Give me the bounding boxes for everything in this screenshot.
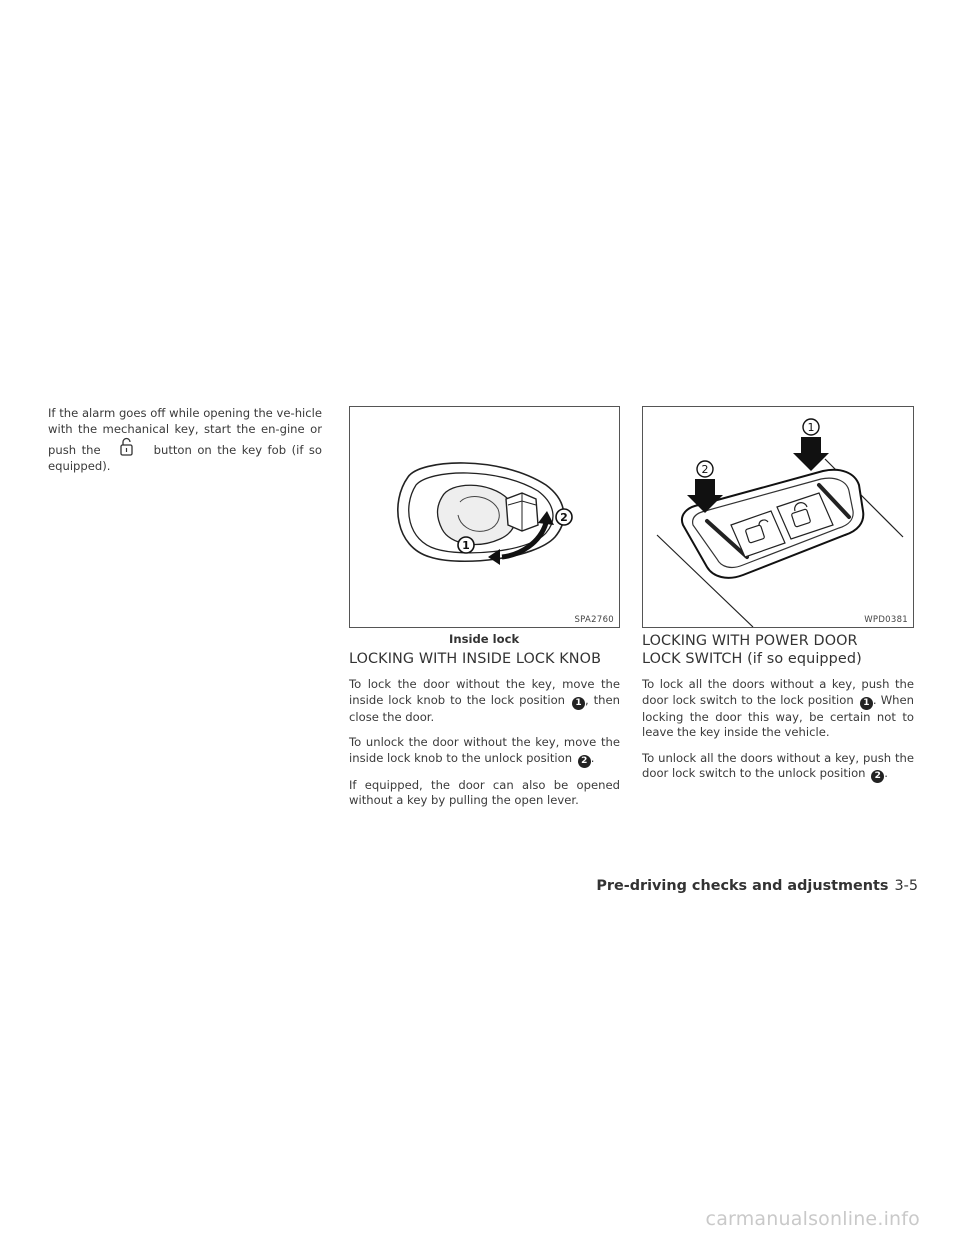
alarm-paragraph: If the alarm goes off while opening the ve-hicle with the mechanical key, start the en-gine or push the button on the key fob (if so equipped). [48, 406, 323, 473]
section-title: Pre-driving checks and adjustments [596, 878, 889, 894]
svg-text:2: 2 [701, 463, 709, 476]
section-heading-inside-lock: LOCKING WITH INSIDE LOCK KNOB [349, 651, 602, 667]
inside-lock-figure [349, 406, 620, 628]
page-footer [596, 878, 918, 894]
power-lock-switch-figure [642, 406, 914, 628]
page-number: 3-5 [894, 878, 918, 894]
marker-1-icon: 1 [572, 697, 585, 710]
marker-2-icon: 2 [871, 770, 884, 783]
lock-paragraph: To lock the door without the key, move the inside lock knob to the lock position 1 , then close the door. [349, 677, 621, 724]
left-column [48, 406, 322, 484]
unlock-paragraph: To unlock the door without the key, move the inside lock knob to the unlock position 2 . [349, 735, 620, 766]
svg-text:2: 2 [560, 511, 568, 524]
power-lock-switch-illustration [643, 407, 913, 627]
svg-text:1: 1 [462, 539, 470, 552]
marker-1-icon: 1 [860, 697, 873, 710]
inside-lock-illustration [350, 407, 619, 627]
middle-column [349, 650, 620, 819]
svg-text:1: 1 [807, 421, 815, 434]
panic-button-icon [106, 437, 148, 457]
power-unlock-paragraph: To unlock all the doors without a key, push the door lock switch to the unlock position 2 . [642, 750, 914, 782]
marker-2-icon: 2 [578, 755, 591, 768]
open-lever-paragraph: If equipped, the door can also be opened without a key by pulling the open lever. [349, 777, 620, 808]
figure-code: SPA2760 [574, 615, 614, 625]
section-heading-power-lock: LOCKING WITH POWER DOOR LOCK SWITCH (if so equipped) [642, 633, 862, 667]
figure-code: WPD0381 [864, 615, 908, 625]
figure-caption: Inside lock [449, 632, 520, 646]
power-lock-paragraph: To lock all the doors without a key, push the door lock switch to the lock position 1 . When locking the door this way, be certain not to leave the key inside the vehicle. [642, 677, 914, 740]
watermark: carmanualsonline.info [705, 1208, 920, 1230]
right-column [642, 632, 914, 793]
